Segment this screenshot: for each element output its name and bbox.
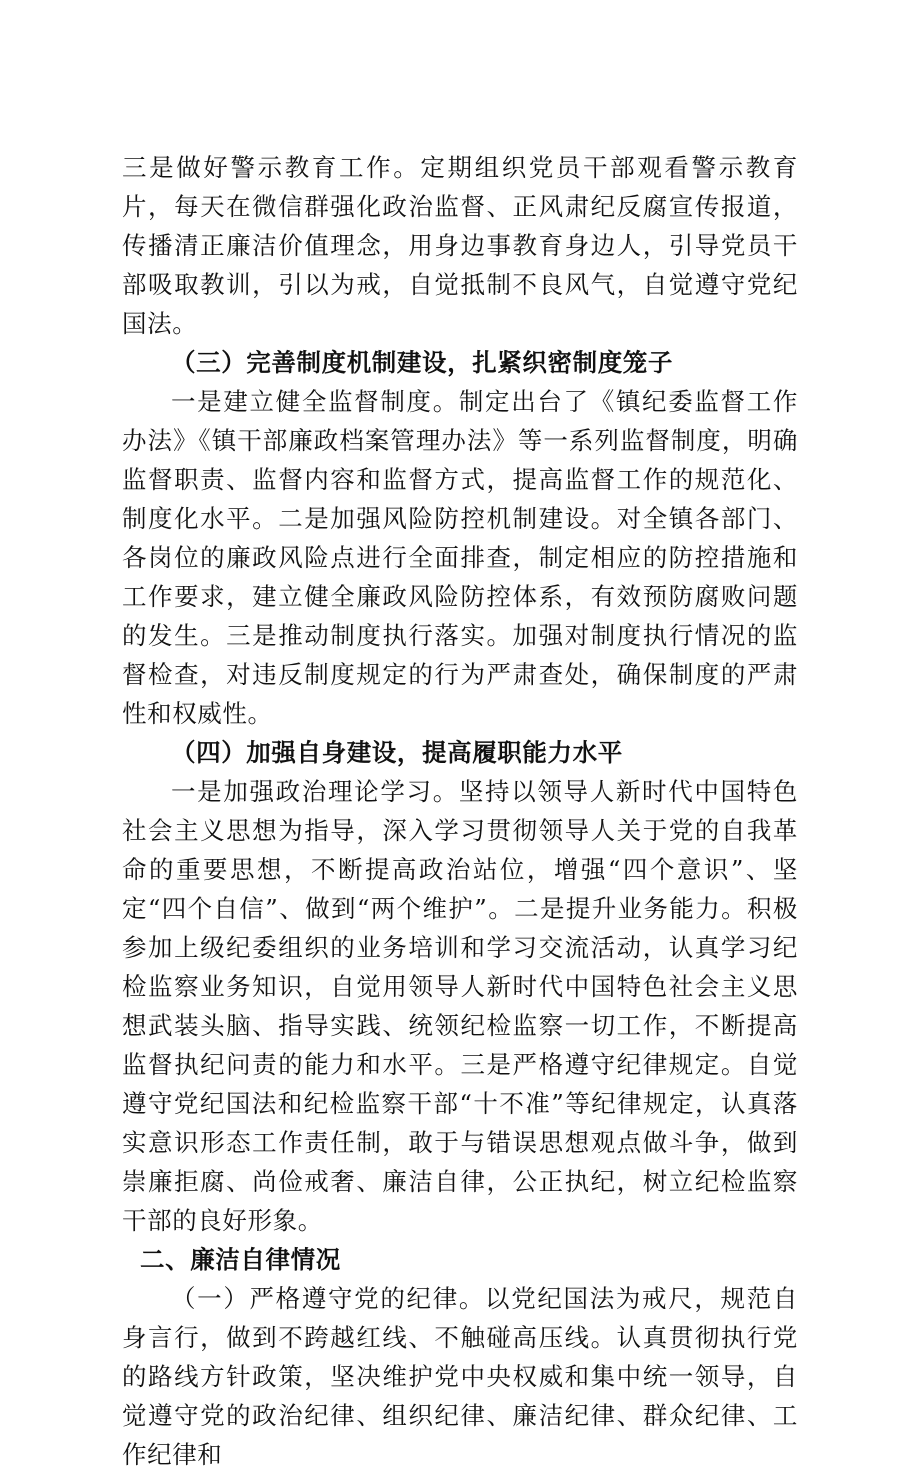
subheading-self-construction: （四）加强自身建设，提高履职能力水平 — [171, 738, 623, 767]
paragraph-party-discipline: （一）严格遵守党的纪律。以党纪国法为戒尺，规范自身言行，做到不跨越红线、不触碰高压线。认真贯彻执行党的路线方针政策，坚决维护党中央权威和集中统一领导，自觉遵守党的政治纪律、组织纪律、廉洁纪律、群众纪律、工作纪律和 — [122, 1284, 798, 1469]
subheading-system-mechanism: （三）完善制度机制建设，扎紧织密制度笼子 — [171, 348, 673, 377]
section-heading-integrity: 二、廉洁自律情况 — [140, 1245, 341, 1274]
paragraph-warning-education: 三是做好警示教育工作。定期组织党员干部观看警示教育片，每天在微信群强化政治监督、正风肃纪反腐宣传报道，传播清正廉洁价值理念，用身边事教育身边人，引导党员干部吸取教训，引以为戒，自觉抵制不良风气，自觉遵守党纪国法。 — [122, 153, 798, 338]
document-body — [122, 148, 798, 1474]
paragraph-supervision-system: 一是建立健全监督制度。制定出台了《镇纪委监督工作办法》《镇干部廉政档案管理办法》等一系列监督制度，明确监督职责、监督内容和监督方式，提高监督工作的规范化、制度化水平。二是加强风险防控机制建设。对全镇各部门、各岗位的廉政风险点进行全面排查，制定相应的防控措施和工作要求，建立健全廉政风险防控体系，有效预防腐败问题的发生。三是推动制度执行落实。加强对制度执行情况的监督检查，对违反制度规定的行为严肃查处，确保制度的严肃性和权威性。 — [122, 387, 798, 728]
paragraph-political-study: 一是加强政治理论学习。坚持以领导人新时代中国特色社会主义思想为指导，深入学习贯彻领导人关于党的自我革命的重要思想，不断提高政治站位，增强“四个意识”、坚定“四个自信”、做到“两个维护”。二是提升业务能力。积极参加上级纪委组织的业务培训和学习交流活动，认真学习纪检监察业务知识，自觉用领导人新时代中国特色社会主义思想武装头脑、指导实践、统领纪检监察一切工作，不断提高监督执纪问责的能力和水平。三是严格遵守纪律规定。自觉遵守党纪国法和纪检监察干部“十不准”等纪律规定，认真落实意识形态工作责任制，敢于与错误思想观点做斗争，做到崇廉拒腐、尚俭戒奢、廉洁自律，公正执纪，树立纪检监察干部的良好形象。 — [122, 777, 798, 1235]
